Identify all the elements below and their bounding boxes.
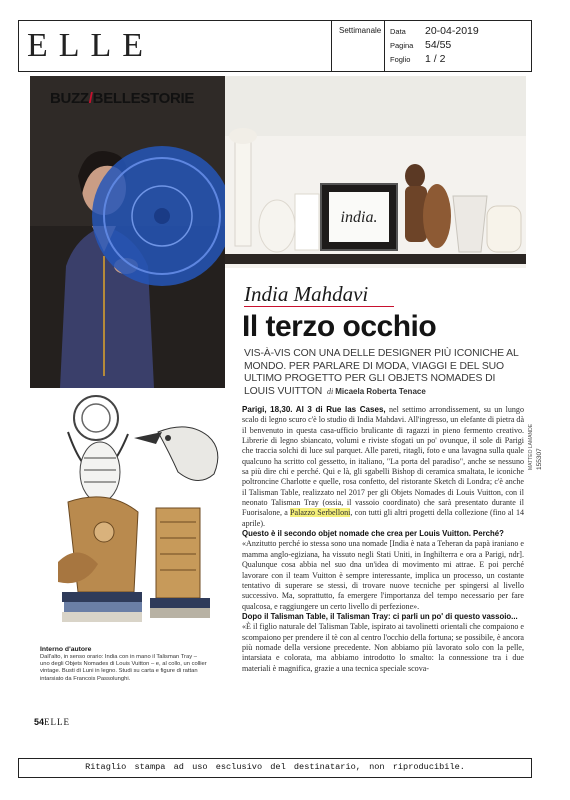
highlighted-text: Palazzo Serbelloni	[290, 508, 351, 518]
portrait-photo	[30, 76, 225, 388]
sheet-value: 1 / 2	[425, 53, 446, 65]
article-body	[242, 405, 524, 674]
photo-credit: MATTEO LAMANDE	[528, 423, 534, 470]
designer-portrait-illustration	[30, 76, 225, 388]
paragraph-1	[242, 405, 524, 529]
shelf-objects-illustration	[225, 76, 526, 268]
section-part-3: STORIE	[140, 90, 195, 107]
date-label: Data	[390, 27, 406, 36]
paragraph-1-end: , con tutti gli altri progetti della collezione (fino al 14 aprile).	[242, 508, 524, 528]
periodicity: Settimanale	[339, 26, 382, 35]
question-1: Questo è il secondo objet nomade che crea per Louis Vuitton. Perché?	[242, 529, 504, 539]
artwork-illustration	[38, 392, 238, 642]
article-standfirst: VIS-À-VIS CON UNA DELLE DESIGNER PIÙ ICONICHE AL MONDO. PER PARLARE DI MODA, VIAGGI E DEL SUO ULTIMO PROGETTO PER GLI OBJETS NOMADES DI LOUIS VUITTON	[244, 348, 519, 397]
clipping-footer	[18, 758, 532, 778]
page-folio	[34, 717, 70, 727]
shelf-photo	[225, 76, 526, 268]
paragraph-lead: Parigi, 18,30. Al 3 di Rue las Cases,	[242, 405, 386, 414]
folio-page: 54	[34, 717, 45, 727]
header-divider	[331, 21, 332, 71]
answer-2: «È il figlio naturale del Talisman Table, ispirato ai tavolinetti orientali che compaiono e scompaiono per prendere il tè con al centro l'occhio della fortuna; se possibile, è ancora più nomade della versione precedente. Non abbiamo più lavorato solo con la pelle, intarsiata e colorata, ma abbiamo introdotto lo smalto: la connessione tra i due materiali è magnifica, grazie a una tecnica speciale scova-	[242, 622, 524, 673]
sheet-label: Foglio	[390, 55, 411, 64]
shelf-board	[225, 254, 526, 264]
folio-magazine: ELLE	[44, 717, 71, 727]
article-title: Il terzo occhio	[242, 310, 437, 343]
magazine-logo: ELLE	[27, 27, 155, 64]
byline-author: Micaela Roberta Tenace	[335, 387, 426, 396]
section-part-2: BELLE	[92, 90, 141, 107]
kicker-rule	[244, 306, 394, 307]
header-divider	[384, 21, 385, 71]
byline-prefix: di	[327, 387, 334, 396]
section-sep: /	[88, 90, 93, 107]
byline	[327, 387, 426, 396]
caption-text: Dall'alto, in senso orario: India con in mano il Talisman Tray – uno degli Objets Nomades di Louis Vuitton – e, al collo, un collier vintage. Busti di Luni in legno. Studi su carta e figure di rattan intarsiato da Francois Passolunghi.	[40, 654, 207, 682]
article-kicker: India Mahdavi	[244, 282, 369, 306]
caption-title: Interno d'autore	[40, 646, 92, 653]
page-value: 54/55	[425, 39, 452, 51]
date-value: 20-04-2019	[425, 25, 479, 37]
chalkboard-text: india.	[340, 209, 378, 226]
clipping-code: 155307	[536, 448, 543, 470]
page-label: Pagina	[390, 41, 414, 50]
section-label	[50, 90, 194, 107]
artwork-image	[38, 392, 238, 642]
clipping-header	[18, 20, 532, 72]
answer-1: «Anzitutto perché io stessa sono una nomade [India è nata a Teheran da papà iraniano e mamma anglo-egiziana, ha vissuto negli Stati Uniti, in Inghilterra e ora a Parigi, ndr]. Qualunque cosa abbia nel suo dna un'idea di movimento mi attrae. E poi perché lavorare con il team Vuitton è sempre interessante, implica un processo, un costante tentativo di superare se stessi, di trovare nuove tecniche per spingersi al livello successivo. Ma, soprattutto, fa emergere l'importanza del tempo necessario per fare qualcosa, e raggiungere un certo livello di perfezione».	[242, 539, 524, 611]
section-part-1: BUZZ	[50, 90, 89, 107]
question-2: Dopo il Talisman Table, il Talisman Tray: ci parli un po' di questo vassoio...	[242, 611, 518, 621]
paragraph-1-text: nel settimo arrondissement, su un lungo scalo di legno scuro c'è lo studio di India Mahdavi. All'ingresso, un elefante di pietra dà il benvenuto in questa casa-ufficio brulicante di ragazzi in pieno fermento creativo. Librerie di legno sbiancato, volumi e riviste sfogati un po' ovunque, il sole di Parigi che traccia solchi di luce sul parquet. Alle pareti, ritagli, foto e una lavagna sulla quale qualcuno ha scritto col gessetto, in italiano, "La porta del paradiso", anche se nessuno sa più dire chi e perché. Qui e là, gli sgabelli Bishop di ceramica smaltata, le iconiche poltroncine Charlotte e quelle, rosa confetto, del ristorante Sketch di Londra; c'è anche il Talisman Table, realizzato nel 2017 per gli Objets Nomades di Louis Vuitton, con il neonato Talisman Tray (ossia, il vassoio coordinato) che sarà presentato durante il Fuorisalone, a	[242, 405, 525, 518]
footer-notice: Ritaglio stampa ad uso esclusivo del destinatario, non riproducibile.	[85, 762, 465, 772]
